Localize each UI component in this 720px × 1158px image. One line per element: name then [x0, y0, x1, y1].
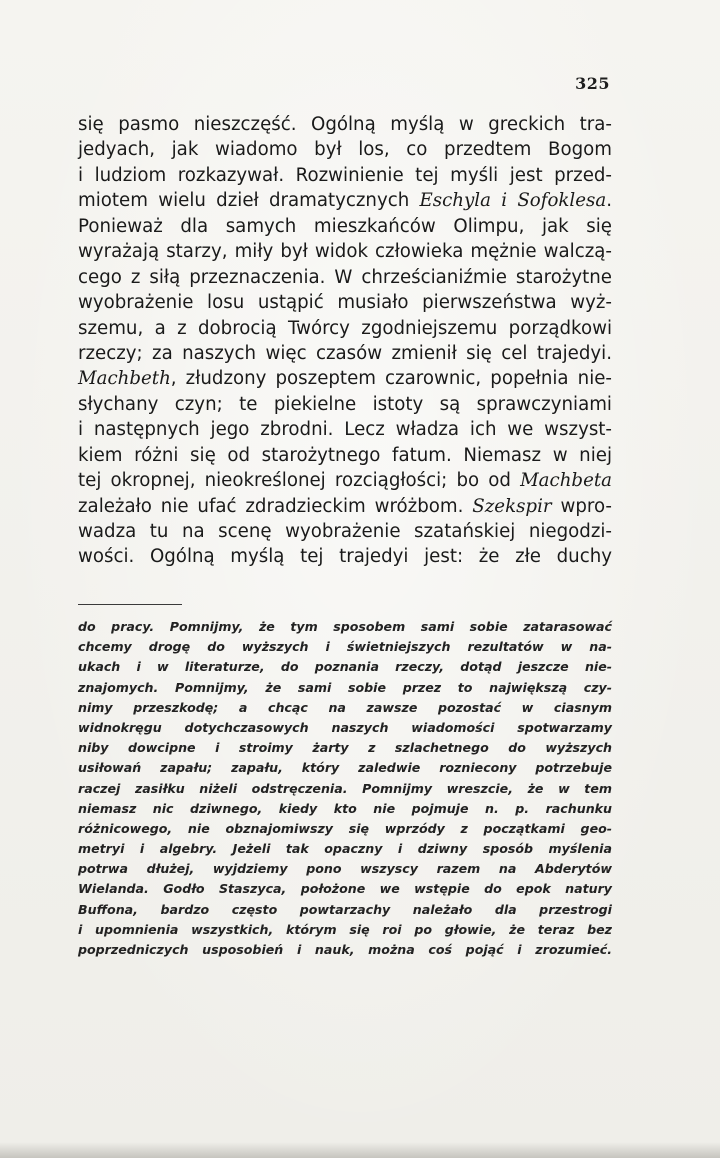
italic-name: Szekspir	[472, 495, 552, 517]
footnote-line: Wielanda. Godło Staszyca, położone we wstępie do epok natury	[78, 881, 612, 897]
text-line: słychany czyn; te piekielne istoty są sprawczyniami	[78, 393, 612, 415]
text-line: wości. Ogólną myślą tej trajedyi jest: że złe duchy	[78, 546, 612, 568]
footnote-line: znajomych. Pomnijmy, że sami sobie przez to największą czy-	[78, 679, 612, 695]
text-line: jedyach, jak wiadomo był los, co przedtem Bogom	[78, 139, 612, 161]
footnote-line: różnicowego, nie obznajomiwszy się wprzódy z początkami geo-	[78, 820, 612, 836]
footnote-line: i upomnienia wszystkich, którym się roi po głowie, że teraz bez	[78, 921, 612, 937]
footnote-line: usiłowań zapału; zapału, który zaledwie rozniecony potrzebuje	[78, 760, 612, 776]
text-line: wadza tu na scenę wyobrażenie szatańskiej niegodzi-	[78, 521, 612, 542]
text-line: cego z siłą przeznaczenia. W chrześcianiźmie starożytne	[78, 266, 612, 288]
text-line: rzeczy; za naszych więc czasów zmienił się cel trajedyi.	[78, 342, 612, 364]
footnote-line: do pracy. Pomnijmy, że tym sposobem sami sobie zatarasować	[78, 619, 612, 634]
text-line: zależało nie ufać zdradzieckim wróżbom. Szekspir wpro-	[78, 495, 612, 517]
footnote-line: widnokręgu dotychczasowych naszych wiadomości spotwarzamy	[78, 719, 612, 735]
text-line: kiem różni się od starożytnego fatum. Niemasz w niej	[78, 444, 612, 466]
footnote-line: nimy przeszkodę; a chcąc na zawsze pozostać w ciasnym	[78, 699, 612, 715]
footnote-line: chcemy drogę do wyższych i świetniejszych rezultatów w na-	[78, 639, 612, 655]
italic-name: Machbeta	[520, 470, 612, 492]
text-line: tej okropnej, nieokreślonej rozciągłości; bo od Machbeta	[78, 470, 612, 492]
footnote-line: ukach i w literaturze, do poznania rzeczy, dotąd jeszcze nie-	[78, 659, 612, 675]
text-line: Machbeth, złudzony poszeptem czarownic, popełnia nie-	[78, 368, 612, 390]
page-bottom-edge	[0, 1142, 720, 1158]
text-line: wyobrażenie losu ustąpić musiało pierwszeństwa wyż-	[78, 292, 612, 314]
text-line: i ludziom rozkazywał. Rozwinienie tej myśli jest przed-	[78, 164, 612, 186]
footnote-line: niby dowcipne i stroimy żarty z szlachetnego do wyższych	[78, 740, 612, 756]
text-line: i następnych jego zbrodni. Lecz władza ich we wszyst-	[78, 419, 612, 441]
italic-name: Eschyla i Sofoklesa	[419, 190, 607, 212]
text-line: szemu, a z dobrocią Twórcy zgodniejszemu porządkowi	[78, 317, 612, 339]
footnote-line: niemasz nic dziwnego, kiedy kto nie pojmuje n. p. rachunku	[78, 800, 612, 816]
footnote-line: potrwa dłużej, wyjdziemy pono wszyscy razem na Abderytów	[78, 861, 612, 877]
footnote-line: raczej zasiłku niżeli odstręczenia. Pomnijmy wreszcie, że w tem	[78, 780, 612, 796]
footnote-line: Buffona, bardzo często powtarzachy należało dla przestrogi	[78, 901, 612, 917]
text-line: wyrażają starzy, miły był widok człowieka mężnie walczą-	[78, 241, 612, 263]
text-line: Ponieważ dla samych mieszkańców Olimpu, jak się	[78, 215, 612, 237]
text-line: się pasmo nieszczęść. Ogólną myślą w greckich tra-	[78, 114, 612, 135]
text-line: miotem wielu dzieł dramatycznych Eschyla i Sofoklesa.	[78, 190, 612, 212]
main-text-block	[78, 112, 612, 570]
footnote-separator	[78, 604, 182, 605]
page-number: 325	[575, 74, 610, 93]
italic-name: Machbeth	[78, 368, 171, 390]
footnote-block	[78, 617, 612, 960]
footnote-line: metryi i algebry. Jeżeli tak opaczny i dziwny sposób myślenia	[78, 841, 612, 857]
footnote-line: poprzedniczych usposobień i nauk, można coś pojąć i zrozumieć.	[78, 942, 612, 957]
